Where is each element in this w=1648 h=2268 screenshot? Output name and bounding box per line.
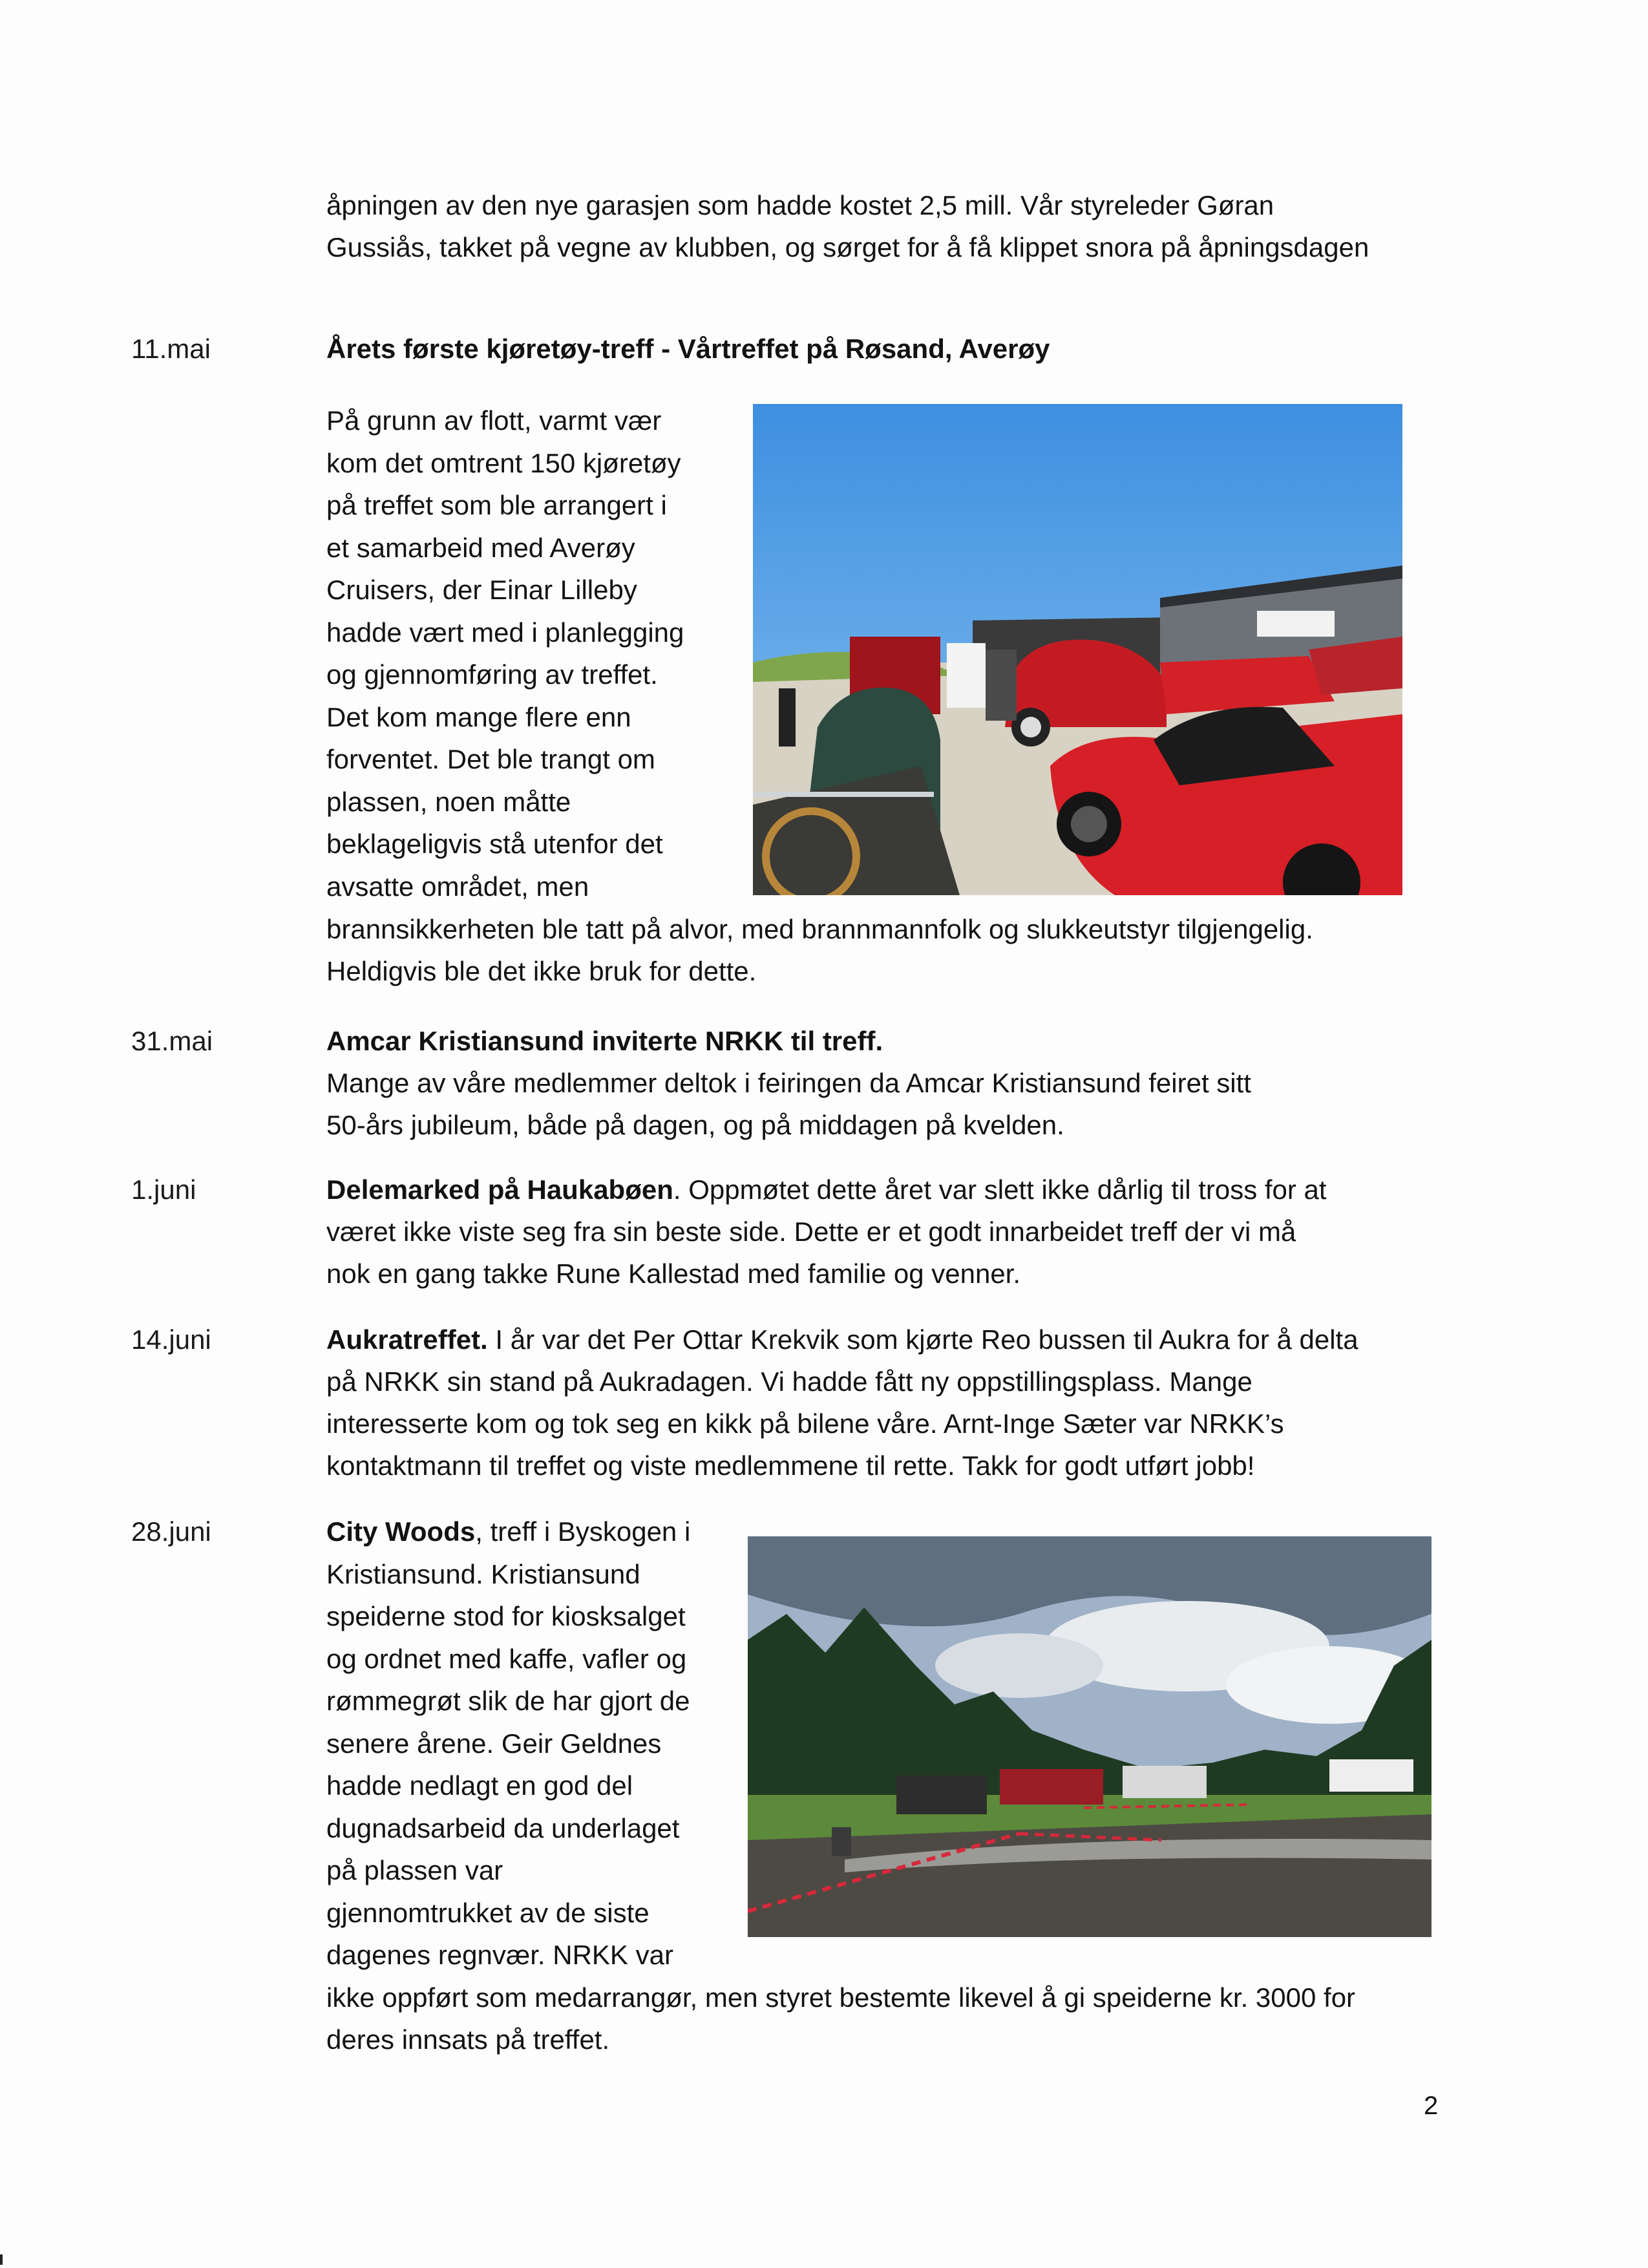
body-line: plassen, noen måtte [326,786,571,817]
body-line: og ordnet med kaffe, vafler og [326,1643,687,1674]
body-line: forventet. Det ble trangt om [326,744,655,774]
entry-title: Amcar Kristiansund inviterte NRKK til treff. [326,1026,883,1056]
entry-body-full [326,1977,1355,2061]
entry-body [326,1319,1358,1487]
entry-title: City Woods [326,1516,476,1547]
body-line [326,1319,1358,1361]
body-line: på plassen var [326,1855,503,1885]
body-line: brannsikkerheten ble tatt på alvor, med brannmannfolk og slukkeutstyr tilgjengelig. [326,914,1313,944]
body-line: været ikke viste seg fra sin beste side. Dette er et godt innarbeidet treff der vi må [326,1216,1296,1247]
body-line: et samarbeid med Averøy [326,532,635,563]
body-line: på treffet som ble arrangert i [326,490,667,520]
body-line: ikke oppført som medarrangør, men styret bestemte likevel å gi speiderne kr. 3000 for [326,1982,1356,2013]
body-line: 50-års jubileum, både på dagen, og på middagen på kvelden. [326,1110,1064,1140]
body-line: hadde nedlagt en god del [326,1770,633,1801]
body-line: Cruisers, der Einar Lilleby [326,575,637,605]
body-line [326,1510,690,1553]
car-show-photo [753,404,1402,895]
body-line: På grunn av flott, varmt vær [326,405,662,436]
body-line: nok en gang takke Rune Kallestad med familie og venner. [326,1258,1021,1289]
body-text: I år var det Per Ottar Krekvik som kjørte Reo bussen til Aukra for å delta [487,1324,1358,1355]
page-number: 2 [1424,2092,1439,2120]
body-line: senere årene. Geir Geldnes [326,1728,662,1759]
entry-date: 28.juni [131,1516,211,1547]
body-line: deres innsats på treffet. [326,2024,610,2055]
body-line: speiderne stod for kiosksalget [326,1601,686,1631]
entry-title: Delemarked på Haukabøen [326,1174,673,1205]
entry-body [326,1169,1327,1295]
entry-title: Aukratreffet. [326,1324,488,1355]
entry-body-beside-photo [326,399,684,907]
body-line: og gjennomføring av treffet. [326,659,658,690]
body-line: Kristiansund. Kristiansund [326,1558,640,1589]
entry-date: 14.juni [131,1324,211,1355]
entry-title: Årets første kjøretøy-treff - Vårtreffet på Røsand, Averøy [326,334,1050,364]
body-line: Heldigvis ble det ikke bruk for dette. [326,956,757,986]
entry-body-beside-photo [326,1510,690,1977]
body-line: rømmegrøt slik de har gjort de [326,1686,690,1716]
body-line: på NRKK sin stand på Aukradagen. Vi hadde fått ny oppstillingsplass. Mange [326,1366,1252,1397]
body-line: beklageligvis stå utenfor det [326,829,663,859]
body-line: Mange av våre medlemmer deltok i feiringen da Amcar Kristiansund feiret sitt [326,1068,1251,1098]
entry-date: 1.juni [131,1174,196,1205]
body-line: hadde vært med i planlegging [326,617,684,648]
body-line: kontaktmann til treffet og viste medlemmene til rette. Takk for godt utført jobb! [326,1450,1255,1481]
entry-body-full [326,908,1313,992]
body-line: dugnadsarbeid da underlaget [326,1812,680,1843]
intro-line: åpningen av den nye garasjen som hadde kostet 2,5 mill. Vår styreleder Gøran [326,190,1274,220]
muddy-field-photo [748,1536,1431,1937]
body-line: gjennomtrukket av de siste [326,1897,650,1928]
body-line: kom det omtrent 150 kjøretøy [326,447,681,478]
entry-body [326,1062,1251,1146]
body-line: interesserte kom og tok seg en kikk på bilene våre. Arnt-Inge Sæter var NRKK’s [326,1408,1284,1439]
entry-date: 31.mai [131,1026,213,1056]
entry-date: 11.mai [131,334,211,364]
body-text: , treff i Byskogen i [475,1516,691,1547]
body-line: dagenes regnvær. NRKK var [326,1940,673,1970]
body-line: Det kom mange flere enn [326,701,631,732]
scan-artifact [0,2254,3,2265]
body-text: . Oppmøtet dette året var slett ikke dårlig til tross for at [673,1174,1327,1205]
intro-line: Gussiås, takket på vegne av klubben, og sørget for å få klippet snora på åpningsdagen [326,232,1369,262]
body-line: avsatte området, men [326,871,589,902]
intro-paragraph [326,184,1369,268]
body-line [326,1169,1327,1211]
